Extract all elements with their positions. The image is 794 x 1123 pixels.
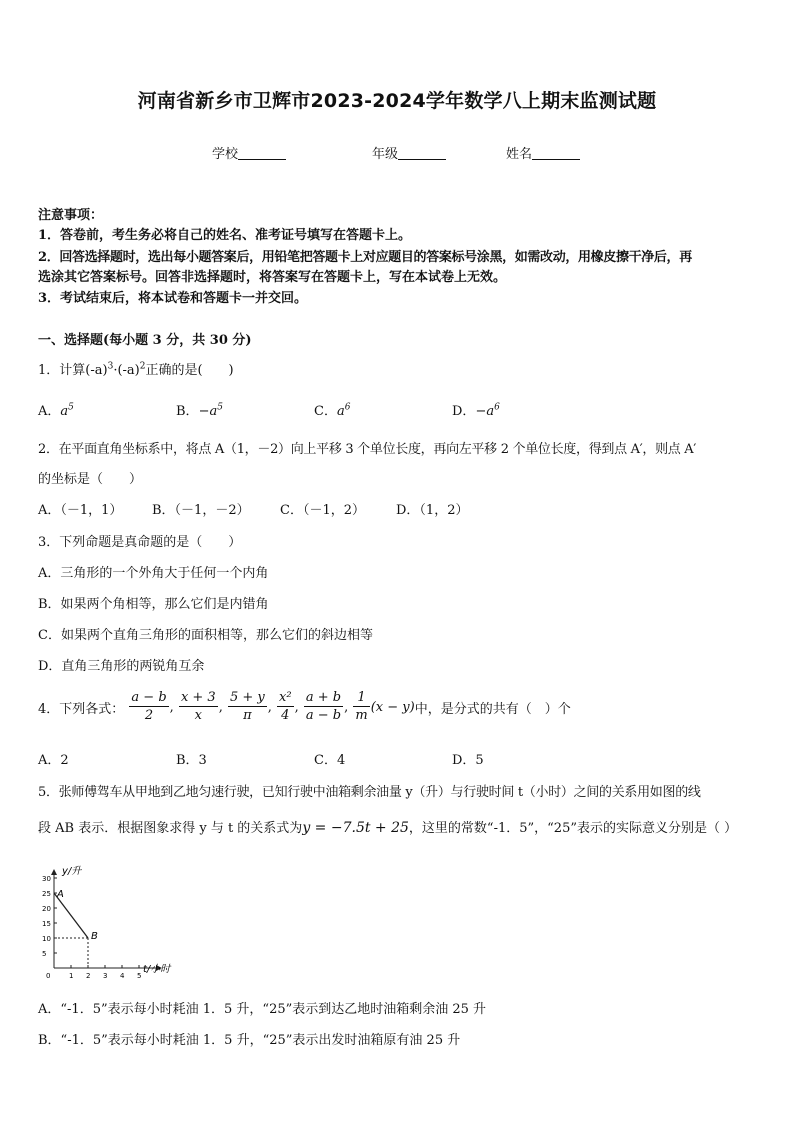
option-base: −a [475,404,495,419]
q1-option-a [38,400,74,419]
frac-numerator: x + 3 [180,690,216,705]
option-base: −a [198,404,218,419]
option-label: A． [38,404,61,419]
q2-option-c: C．（－1，2） [280,503,365,518]
q4-prefix: 4．下列各式： [38,702,125,717]
q1-prefix: 1．计算 [38,363,86,378]
option-base: a [60,404,69,419]
fraction [277,690,294,725]
q1-suffix: 正确的是( ) [145,363,234,378]
notice-heading: 注意事项： [38,208,104,223]
frac-numerator: a + b [305,690,342,705]
q3-option-c: C．如果两个直角三角形的面积相等，那么它们的斜边相等 [38,628,373,643]
school-label: 学校 [212,147,239,162]
q1-dot: · [113,363,118,378]
point-label-b: B [91,931,98,942]
q1-expr-b: (-a) [117,363,140,378]
fraction [304,690,343,725]
q4-option-b: B．3 [176,753,207,768]
question-1-stem [38,359,234,378]
name-label: 姓名 [506,147,533,162]
x-tick-label: 2 [86,972,91,980]
q5-line2-b: ，这里的常数“-1．5”，“25”表示的实际意义分别是（ ） [408,821,738,836]
question-4-stem: 4．下列各式： $\frac{a - b}{2}$ , $\frac{x + 3}{x}$ , $\frac{5 + y}{\pi}$ , $\frac{\text{x²}}{4}$ , $\frac{a + b}{a - b}$ , $\frac{1}{m}$ (x − y)中，是分式的共有（ ）个 [38,690,571,723]
q3-option-d: D．直角三角形的两锐角互余 [38,659,205,674]
option-exp: 6 [344,402,351,413]
q1-option-b [176,400,223,419]
q3-option-b: B．如果两个角相等，那么它们是内错角 [38,597,269,612]
notice-item: 选涂其它答案标号。回答非选择题时，将答案写在答题卡上，写在本试卷上无效。 [38,270,507,285]
frac-denominator: m [355,708,368,723]
q5-line2-a: 段 AB 表示．根据图象求得 y 与 t 的关系式为 [38,821,303,836]
name-blank [532,147,580,160]
option-label: B． [176,404,199,419]
q1-exp-a: 3 [107,361,114,372]
page-title: 河南省新乡市卫辉市2023-2024学年数学八上期末监测试题 [137,90,657,112]
school-field [212,143,286,162]
q1-expr-a: (-a) [85,363,108,378]
q2-option-d: D．（1，2） [396,503,469,518]
frac-denominator: π [243,708,252,723]
fraction [353,690,369,725]
frac-denominator: a − b [305,708,342,723]
q3-option-a: A．三角形的一个外角大于任何一个内角 [38,566,269,581]
q1-option-c [314,400,350,419]
q5-option-a: A．“-1．5”表示每小时耗油 1．5 升，“25”表示到达乙地时油箱剩余油 25 升 [38,1002,487,1017]
q4-option-d: D．5 [452,753,484,768]
option-exp: 5 [68,402,74,413]
option-label: D． [452,404,476,419]
q4-option-c: C．4 [314,753,346,768]
question-2-stem: 2．在平面直角坐标系中，将点 A（1，－2）向上平移 3 个单位长度，再向左平移 2 个单位长度，得到点 A′，则点 A′ [38,442,697,457]
grade-label: 年级 [372,147,399,162]
q1-option-d [452,400,500,419]
q1-exp-b: 2 [139,361,146,372]
y-axis-label: y/升 [62,866,82,877]
option-label: C． [314,404,337,419]
frac-numerator: a − b [131,690,167,705]
frac-numerator: x² [279,690,292,705]
frac-numerator: 1 [353,690,369,707]
fraction [228,690,267,725]
question-5-stem: 5．张师傅驾车从甲地到乙地匀速行驶，已知行驶中油箱剩余油量 y（升）与行驶时间 t（小时）之间的关系用如图的线 [38,785,701,800]
question-2-stem-cont: 的坐标是（ ） [38,472,143,487]
name-field [506,143,580,162]
option-exp: 5 [217,402,223,413]
frac-denominator: 2 [144,708,154,723]
notice-item: 2．回答选择题时，选出每小题答案后，用铅笔把答题卡上对应题目的答案标号涂黑，如需改动，用橡皮擦干净后，再 [38,250,692,265]
y-tick-label: 15 [42,920,51,928]
origin-label: 0 [46,972,51,980]
x-tick-label: 3 [103,972,108,980]
y-tick-label: 10 [42,935,51,943]
q4-tail: (x − y) [370,700,415,715]
question-5-stem-cont [38,817,737,836]
option-base: a [336,404,345,419]
point-label-a: A [57,889,64,900]
q5-option-b: B．“-1．5”表示每小时耗油 1．5 升，“25”表示出发时油箱原有油 25 升 [38,1033,461,1048]
x-tick-label: 5 [137,972,142,980]
question-3-stem: 3．下列命题是真命题的是（ ） [38,535,242,550]
y-tick-label: 25 [42,890,51,898]
option-exp: 6 [494,402,500,413]
q5-formula: y = −7.5t + 25 [302,820,409,836]
grade-field [372,143,446,162]
school-blank [238,147,286,160]
oil-time-graph [30,852,190,982]
frac-numerator: 5 + y [229,690,265,705]
section-heading: 一、选择题(每小题 3 分，共 30 分) [38,333,252,348]
y-tick-label: 20 [42,905,51,913]
q4-option-a: A．2 [38,753,69,768]
fraction [179,690,218,725]
q2-option-a: A．（－1，1） [38,503,123,518]
y-tick-label: 30 [42,875,51,883]
x-tick-label: 1 [69,972,74,980]
notice-item: 3．考试结束后，将本试卷和答题卡一并交回。 [38,291,308,306]
frac-denominator: 4 [281,708,290,723]
grade-blank [398,147,446,160]
y-tick-label: 5 [42,950,47,958]
q4-suffix: 中，是分式的共有（ ）个 [414,702,571,717]
x-tick-label: 4 [120,972,125,980]
notice-item: 1．答卷前，考生务必将自己的姓名、准考证号填写在答题卡上。 [38,228,412,243]
frac-denominator: x [194,708,202,723]
q2-option-b: B．（－1，－2） [152,503,250,518]
x-axis-label: t/小时 [143,964,171,975]
fraction [129,690,168,725]
